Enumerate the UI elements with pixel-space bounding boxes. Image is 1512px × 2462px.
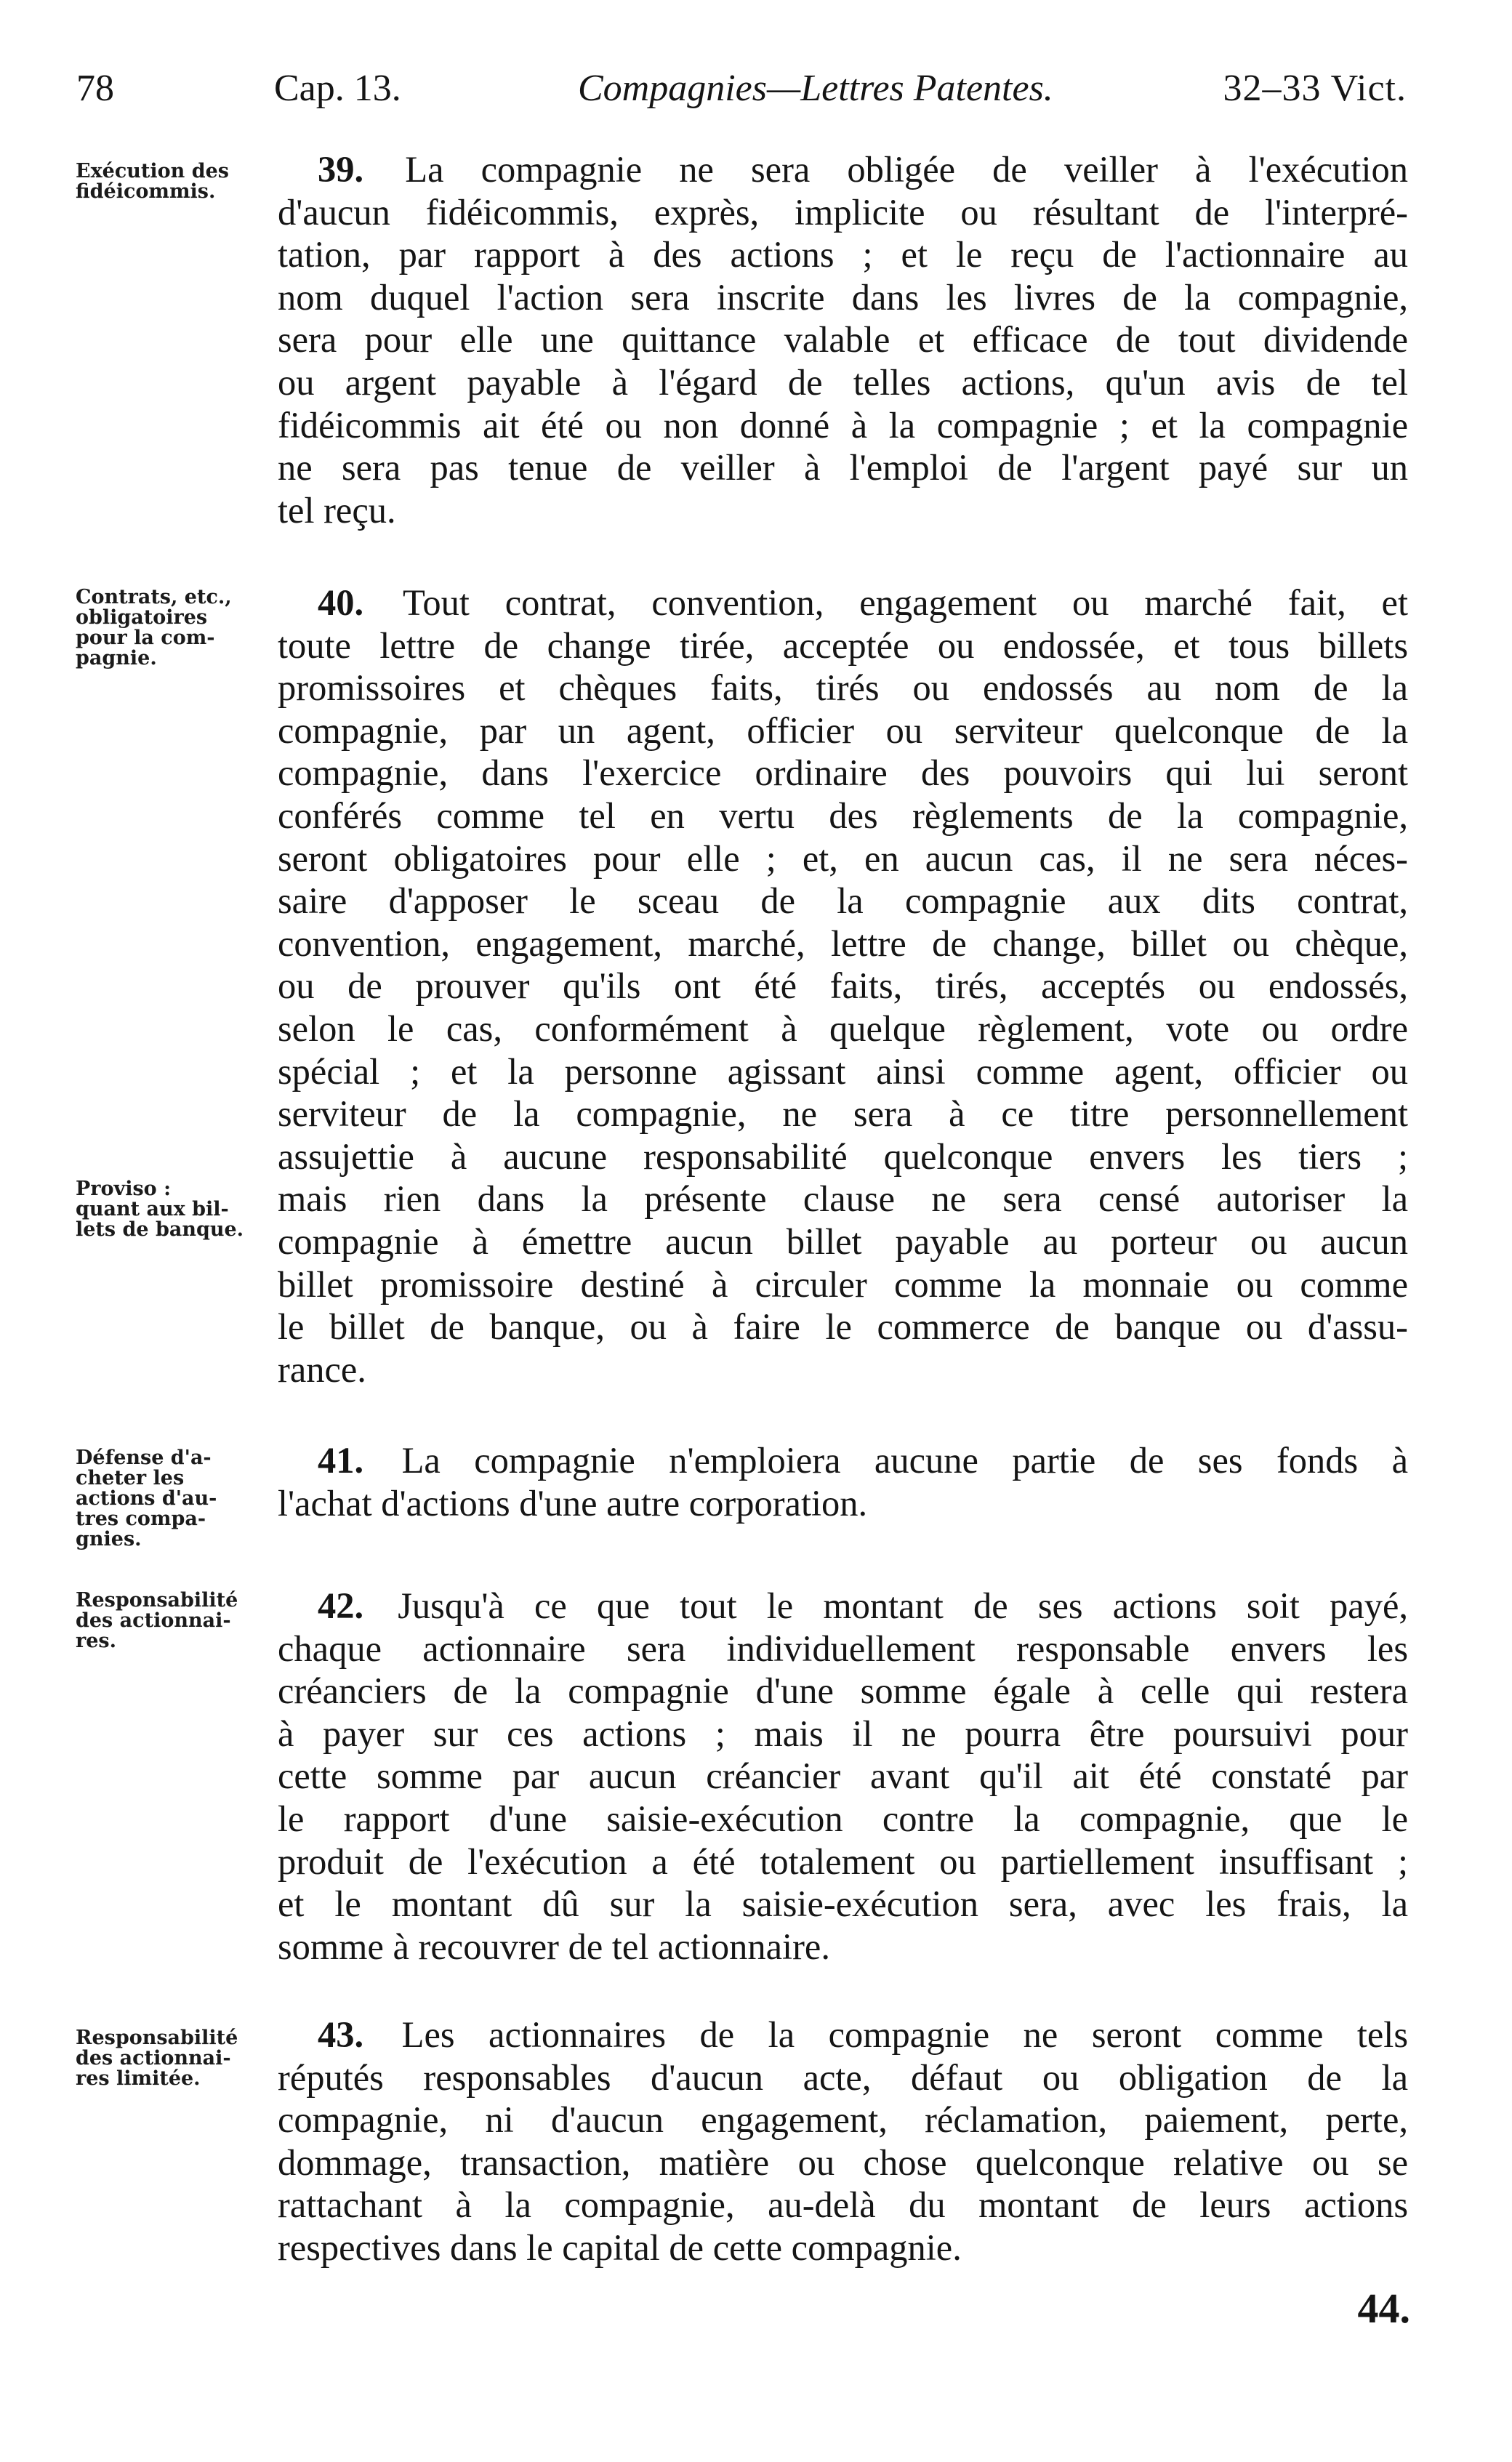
note-line: Responsabilité (76, 2027, 238, 2049)
line-text: respectives dans le capital de cette compagnie. (278, 2226, 962, 2268)
text-line (278, 1585, 1408, 1628)
section-number: 43. (318, 2014, 364, 2055)
note-line: pagnie. (76, 647, 157, 669)
line-text: tel reçu. (278, 489, 396, 531)
text-line (278, 1007, 1408, 1050)
text-line (278, 1050, 1408, 1093)
note-line: lets de banque. (76, 1218, 244, 1241)
line-text: créanciers de la compagnie d'une somme égale à celle qui restera (278, 1670, 1408, 1712)
text-line (278, 1439, 1408, 1482)
marginal-note-40-proviso (76, 1179, 272, 1240)
line-text: le rapport d'une saisie-exécution contre la compagnie, que le (278, 1798, 1408, 1839)
line-text: saire d'apposer le sceau de la compagnie aux dits contrat, (278, 880, 1408, 922)
note-line: res limitée. (76, 2067, 201, 2090)
text-line (278, 1628, 1408, 1670)
line-text: seront obligatoires pour elle ; et, en aucun cas, il ne sera néces- (278, 837, 1408, 879)
line-text: selon le cas, conformément à quelque règlement, vote ou ordre (278, 1007, 1408, 1049)
line-text: l'achat d'actions d'une autre corporation. (278, 1482, 868, 1524)
line-text: compagnie, ni d'aucun engagement, réclamation, paiement, perte, (278, 2099, 1408, 2141)
line-text: convention, engagement, marché, lettre de change, billet ou chèque, (278, 922, 1408, 964)
line-text: toute lettre de change tirée, acceptée ou endossée, et tous billets (278, 624, 1408, 666)
note-line: Exécution des (76, 160, 229, 182)
line-text: réputés responsables d'aucun acte, défaut ou obligation de la (278, 2056, 1408, 2098)
section-40 (278, 582, 1408, 1391)
text-line (278, 1883, 1408, 1926)
text-line (278, 233, 1408, 276)
text-line (278, 1926, 1408, 1968)
text-line (278, 2226, 1408, 2269)
text-line (278, 709, 1408, 752)
text-line (278, 965, 1408, 1007)
running-title: Compagnies—Lettres Patentes. (578, 68, 1053, 109)
line-text: ou de prouver qu'ils ont été faits, tirés, acceptés ou endossés, (278, 965, 1408, 1007)
line-text: ou argent payable à l'égard de telles actions, qu'un avis de tel (278, 361, 1408, 403)
text-line (278, 2141, 1408, 2184)
text-line (278, 1798, 1408, 1841)
marginal-note-39 (76, 161, 272, 202)
line-text: billet promissoire destiné à circuler comme la monnaie ou comme (278, 1263, 1408, 1305)
text-line (278, 1306, 1408, 1348)
note-line: Défense d'a- (76, 1447, 212, 1469)
running-header (76, 67, 1407, 118)
section-number: 42. (318, 1585, 364, 1626)
text-line (278, 1093, 1408, 1135)
line-text: Tout contrat, convention, engagement ou marché fait, et (403, 582, 1408, 623)
text-line (278, 837, 1408, 880)
text-line (278, 1755, 1408, 1798)
text-line (278, 1263, 1408, 1306)
marginal-note-42 (76, 1590, 272, 1652)
section-number: 40. (318, 582, 364, 623)
text-line (278, 922, 1408, 965)
line-text: promissoires et chèques faits, tirés ou endossés au nom de la (278, 667, 1408, 709)
line-text: compagnie, dans l'exercice ordinaire des pouvoirs qui lui seront (278, 752, 1408, 794)
note-line: des actionnai- (76, 1609, 231, 1632)
text-line (278, 667, 1408, 709)
note-line: quant aux bil- (76, 1198, 229, 1220)
text-line (278, 2184, 1408, 2226)
text-line (278, 1178, 1408, 1220)
note-line: Responsabilité (76, 1589, 238, 1612)
text-line (278, 446, 1408, 489)
text-line (278, 2056, 1408, 2099)
text-line (278, 404, 1408, 447)
text-line (278, 1482, 1408, 1525)
line-text: et le montant dû sur la saisie-exécution sera, avec les frais, la (278, 1883, 1408, 1925)
text-line (278, 1841, 1408, 1883)
marginal-note-41 (76, 1448, 272, 1550)
text-line (278, 624, 1408, 667)
text-line (278, 752, 1408, 794)
line-text: rance. (278, 1348, 366, 1390)
section-39 (278, 148, 1408, 531)
note-line: Contrats, etc., (76, 586, 232, 608)
note-line: pour la com- (76, 627, 215, 649)
text-line (278, 276, 1408, 319)
line-text: compagnie, par un agent, officier ou serviteur quelconque de la (278, 709, 1408, 751)
note-line: res. (76, 1630, 117, 1652)
section-number: 41. (318, 1440, 364, 1481)
section-41 (278, 1439, 1408, 1524)
section-number: 39. (318, 149, 364, 190)
line-text: dommage, transaction, matière ou chose quelconque relative ou se (278, 2141, 1408, 2183)
line-text: sera pour elle une quittance valable et efficace de tout dividende (278, 319, 1408, 361)
text-line (278, 1348, 1408, 1391)
text-line (278, 2099, 1408, 2141)
line-text: tation, par rapport à des actions ; et le reçu de l'actionnaire au (278, 234, 1408, 275)
line-text: La compagnie n'emploiera aucune partie de ses fonds à (401, 1440, 1408, 1481)
text-line (278, 318, 1408, 361)
note-line: cheter les (76, 1467, 185, 1489)
regnal-year: 32–33 Vict. (1223, 68, 1407, 109)
line-text: conférés comme tel en vertu des règlements de la compagnie, (278, 794, 1408, 836)
line-text: Les actionnaires de la compagnie ne seront comme tels (401, 2014, 1408, 2055)
line-text: ne sera pas tenue de veiller à l'emploi de l'argent payé sur un (278, 447, 1408, 488)
note-line: tres compa- (76, 1508, 206, 1530)
text-line (278, 1670, 1408, 1713)
note-line: des actionnai- (76, 2047, 231, 2069)
line-text: assujettie à aucune responsabilité quelconque envers les tiers ; (278, 1135, 1408, 1177)
note-line: fidéicommis. (76, 180, 216, 203)
text-line (278, 1713, 1408, 1755)
line-text: produit de l'exécution a été totalement ou partiellement insuffisant ; (278, 1841, 1408, 1882)
line-text: compagnie à émettre aucun billet payable au porteur ou aucun (278, 1220, 1408, 1262)
text-line (278, 794, 1408, 837)
text-line (278, 1135, 1408, 1178)
text-line (278, 582, 1408, 624)
marginal-note-43 (76, 2028, 272, 2089)
text-line (278, 880, 1408, 922)
signature-mark: 44. (1357, 2285, 1410, 2332)
text-line (278, 191, 1408, 234)
line-text: à payer sur ces actions ; mais il ne pourra être poursuivi pour (278, 1713, 1408, 1754)
text-line (278, 361, 1408, 404)
marginal-note-40 (76, 587, 272, 669)
note-line: obligatoires (76, 606, 208, 629)
line-text: spécial ; et la personne agissant ainsi comme agent, officier ou (278, 1050, 1408, 1092)
line-text: Jusqu'à ce que tout le montant de ses actions soit payé, (398, 1585, 1408, 1626)
text-line (278, 489, 1408, 532)
line-text: mais rien dans la présente clause ne sera censé autoriser la (278, 1178, 1408, 1220)
note-line: gnies. (76, 1528, 142, 1550)
line-text: somme à recouvrer de tel actionnaire. (278, 1926, 830, 1967)
section-42 (278, 1585, 1408, 1968)
line-text: serviteur de la compagnie, ne sera à ce titre personnellement (278, 1093, 1408, 1135)
note-line: actions d'au- (76, 1487, 217, 1510)
text-line (278, 148, 1408, 191)
line-text: rattachant à la compagnie, au-delà du montant de leurs actions (278, 2184, 1408, 2226)
line-text: nom duquel l'action sera inscrite dans les livres de la compagnie, (278, 276, 1408, 318)
section-43 (278, 2014, 1408, 2269)
line-text: le billet de banque, ou à faire le commerce de banque ou d'assu- (278, 1306, 1408, 1348)
line-text: cette somme par aucun créancier avant qu'il ait été constaté par (278, 1755, 1408, 1797)
line-text: La compagnie ne sera obligée de veiller à l'exécution (405, 149, 1408, 190)
line-text: chaque actionnaire sera individuellement responsable envers les (278, 1628, 1408, 1669)
line-text: d'aucun fidéicommis, exprès, implicite ou résultant de l'interpré- (278, 191, 1408, 233)
note-line: Proviso : (76, 1178, 172, 1200)
text-line (278, 2014, 1408, 2056)
line-text: fidéicommis ait été ou non donné à la compagnie ; et la compagnie (278, 404, 1408, 446)
page-number: 78 (76, 68, 114, 109)
chapter-label: Cap. 13. (274, 68, 401, 109)
text-line (278, 1220, 1408, 1263)
